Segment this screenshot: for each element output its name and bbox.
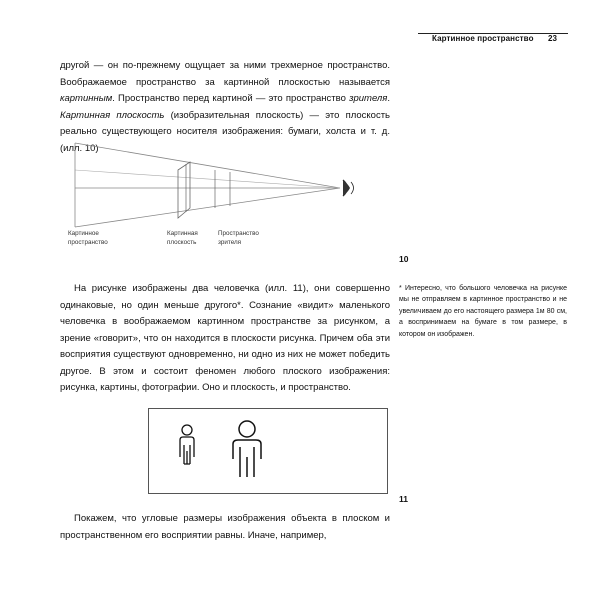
p1-text-3: . xyxy=(387,93,390,104)
page-number: 23 xyxy=(548,34,557,43)
label-viewer-space xyxy=(218,230,259,247)
label-viewer-space-line-1: Пространство xyxy=(218,230,259,237)
eye-icon xyxy=(343,180,354,196)
picture-plane-shape xyxy=(178,162,190,218)
p1-text-4: (изобразительная плоскость) — это плоскость реально существующего носителя изображения: бумаги, холста и т. д. (илл. 10) xyxy=(60,109,390,154)
p1-italic-2: зрителя xyxy=(349,93,388,104)
paragraph-3 xyxy=(60,511,390,544)
p2-text: На рисунке изображены два человечка (илл. 11), они совершенно одинаковые, но один меньше другого*. Сознание «видит» маленького человечка в воображаемом картинном пространстве за рисунком, а зрение «говорит», что он находится в плоскости рисунка. Причем оба эти восприятия существуют одновременно, ни одно из них не может победить другое. В этом и состоит феномен любого плоского изображения: рисунка, картины, фотографии. Оно и плоскость, и пространство. xyxy=(60,283,390,393)
p3-text: Покажем, что угловые размеры изображения объекта в плоском и пространственном его восприятии равны. Иначе, например, xyxy=(60,513,390,541)
figure-11-box xyxy=(148,408,388,494)
large-figure-icon xyxy=(233,421,261,477)
ray-mid xyxy=(75,170,340,188)
paragraph-2 xyxy=(60,281,390,397)
label-picture-plane-line-2: плоскость xyxy=(167,238,197,246)
perspective-diagram xyxy=(60,140,370,230)
running-head: Картинное пространство xyxy=(432,34,534,43)
p1-text-1: другой — он по-прежнему ощущает за ними трехмерное пространство. Воображаемое пространство за картинной плоскостью называется xyxy=(60,60,390,88)
p1-italic-1: картинным xyxy=(60,93,113,104)
ray-top xyxy=(75,143,340,188)
figure-10-number: 10 xyxy=(399,254,409,264)
label-picture-space-line-1: Картинное xyxy=(68,230,99,237)
small-figure-icon xyxy=(180,425,194,464)
label-picture-plane xyxy=(167,230,198,247)
label-picture-space-line-2: пространство xyxy=(68,238,108,246)
p1-text-2: . Пространство перед картиной — это пространство xyxy=(112,93,350,104)
p1-italic-3: Картинная плоскость xyxy=(60,109,165,121)
figure-11-number: 11 xyxy=(399,494,408,504)
label-picture-space xyxy=(68,230,108,247)
label-picture-plane-line-1: Картинная xyxy=(167,230,198,237)
figure-11-illustration xyxy=(149,409,387,493)
label-viewer-space-line-2: зрителя xyxy=(218,238,242,246)
footnote: * Интересно, что большого человечка на рисунке мы не отправляем в картинное пространство и не увеличиваем до его настоящего размера 1м 80 см, а воспринимаем на бумаге в том размере, в котором он изображен. xyxy=(399,285,567,338)
ray-bottom xyxy=(75,188,340,227)
